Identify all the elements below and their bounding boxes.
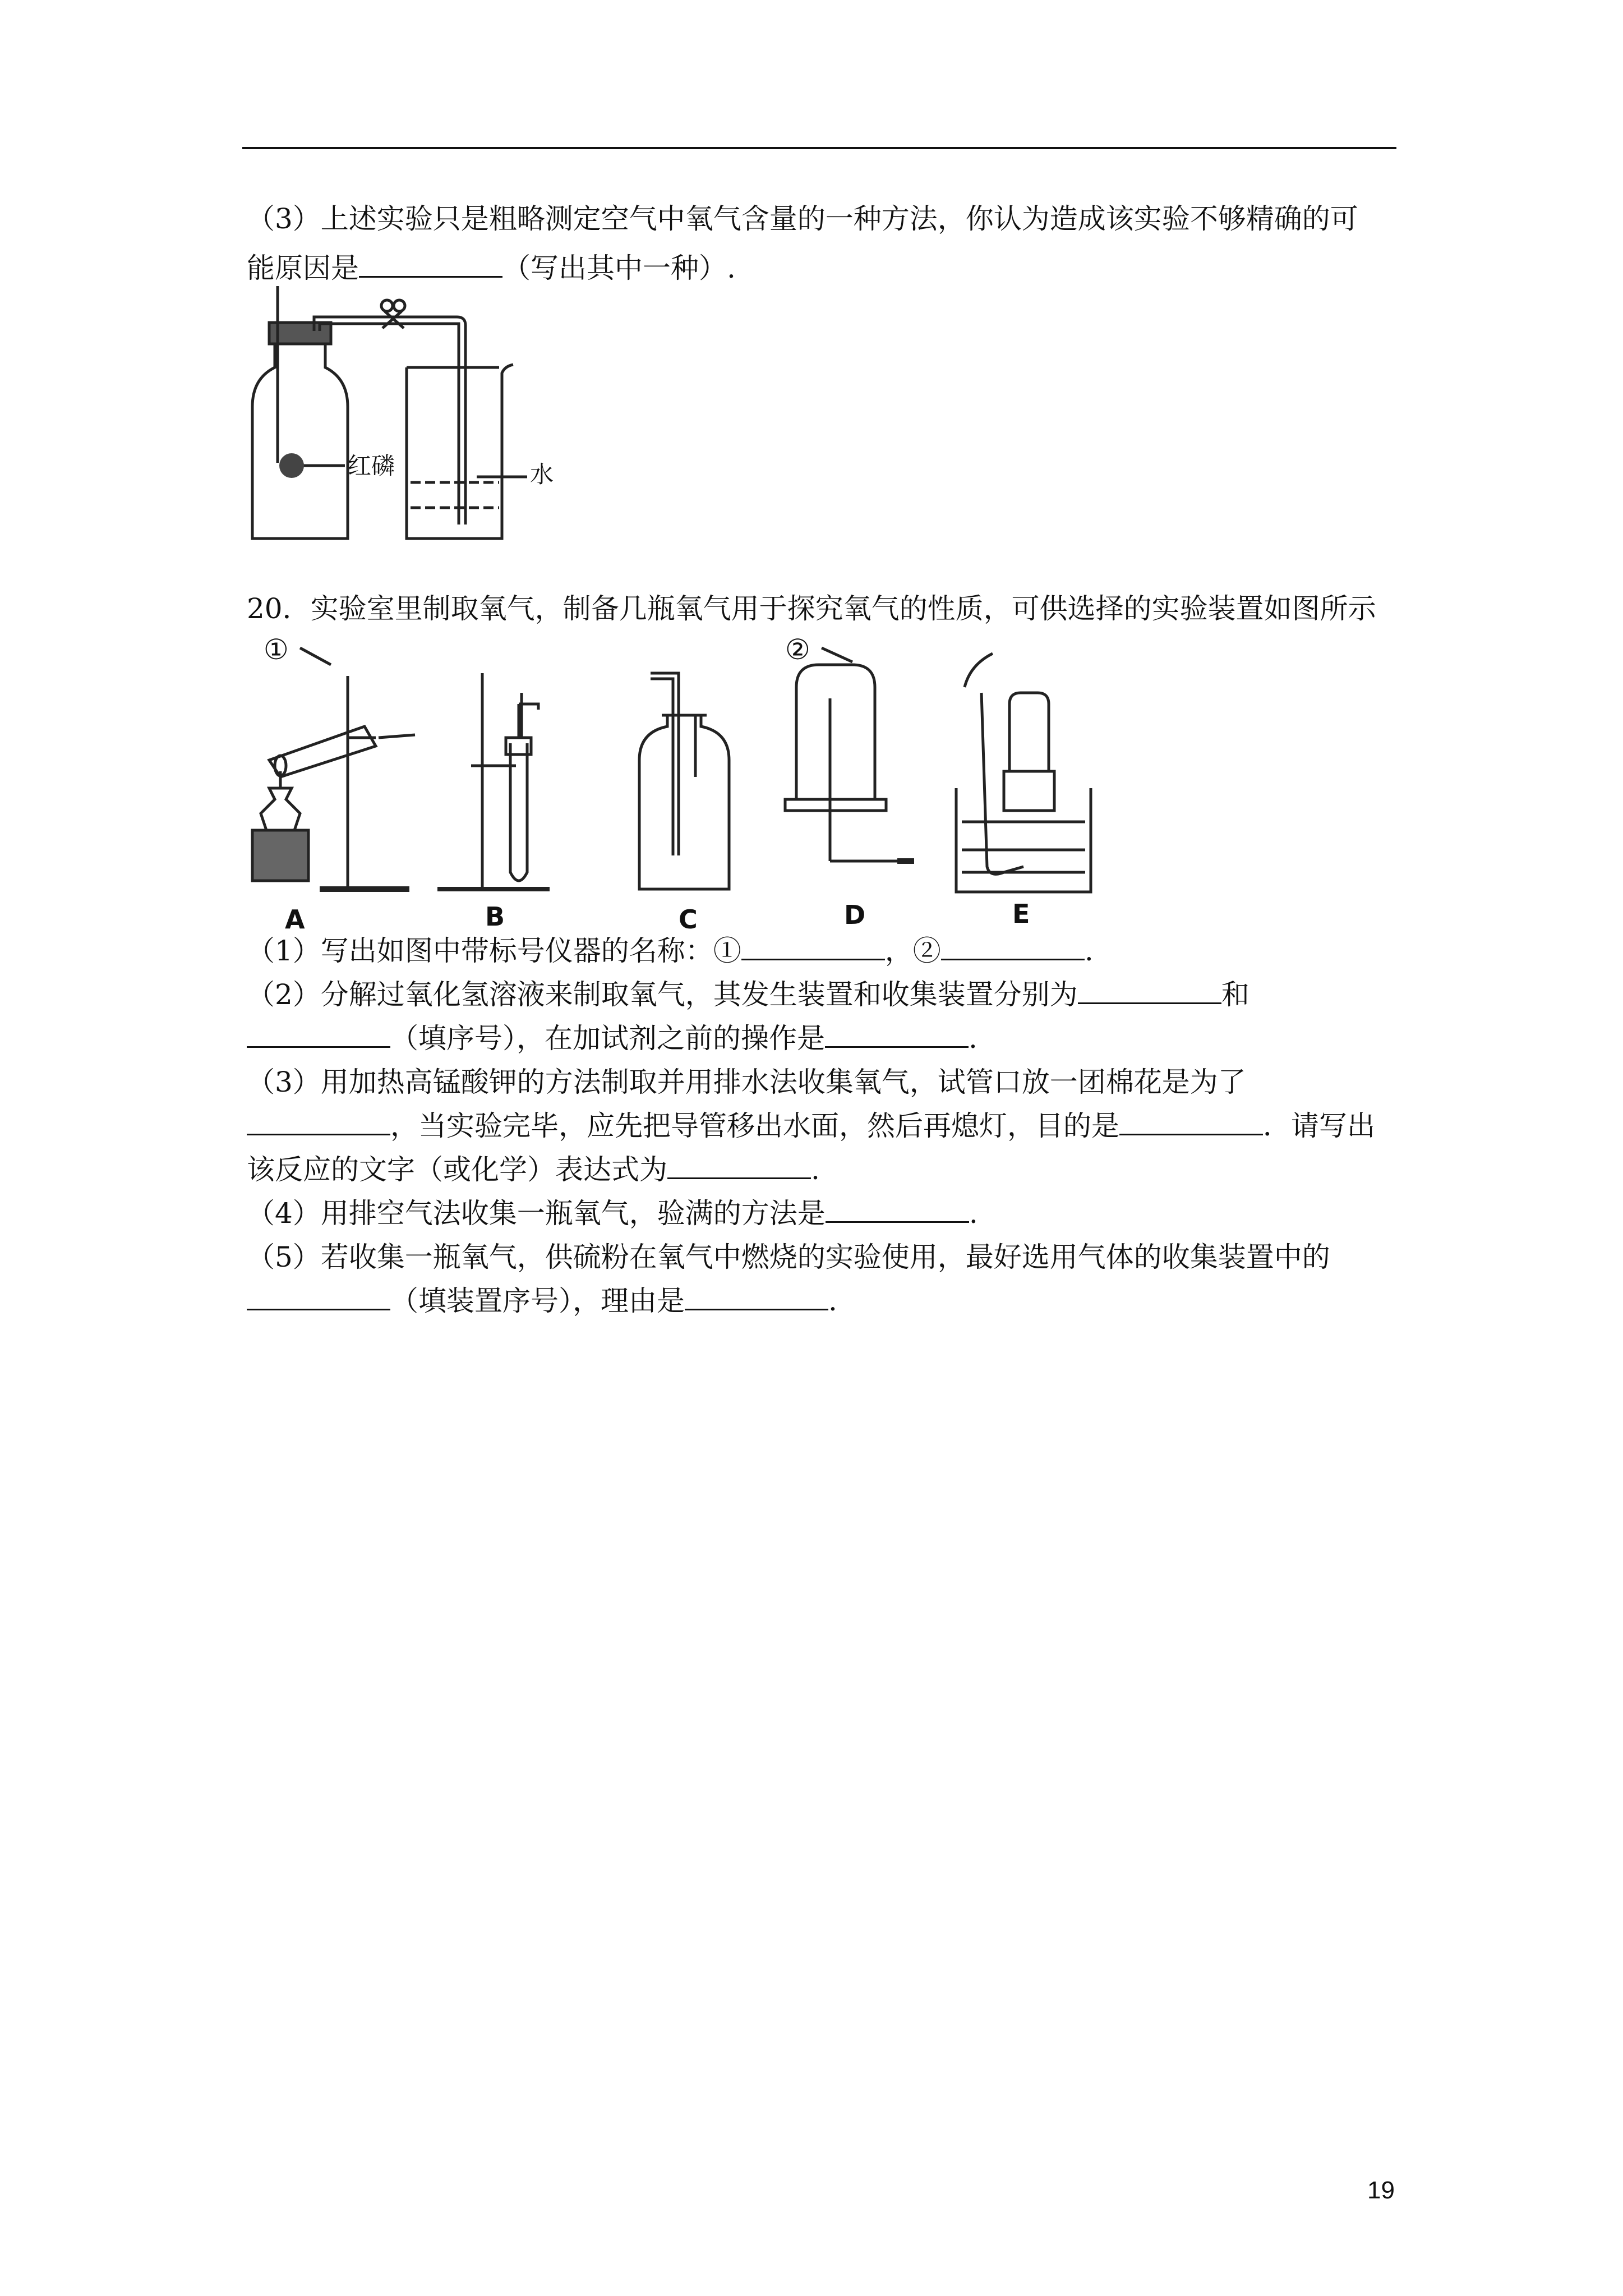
answer-blank[interactable] bbox=[247, 1282, 390, 1310]
answer-blank[interactable] bbox=[359, 249, 502, 278]
label-E: E bbox=[1012, 899, 1030, 929]
label-D: D bbox=[844, 900, 866, 930]
oxygen-apparatus-figure bbox=[236, 631, 1245, 934]
label-A: A bbox=[285, 904, 305, 934]
answer-blank[interactable] bbox=[941, 932, 1085, 960]
answer-blank[interactable] bbox=[825, 1019, 969, 1048]
q20-part1: （1）写出如图中带标号仪器的名称：① ，② . bbox=[247, 928, 1396, 973]
label-B: B bbox=[485, 901, 505, 932]
q19-part3-line2: 能原因是 （写出其中一种）. bbox=[247, 246, 1396, 291]
label-C: C bbox=[679, 904, 698, 934]
answer-blank[interactable] bbox=[667, 1151, 811, 1179]
answer-blank[interactable] bbox=[1119, 1107, 1263, 1135]
q20-part2-line2: （填序号），在加试剂之前的操作是 . bbox=[247, 1016, 1396, 1061]
page-number: 19 bbox=[1367, 2177, 1395, 2204]
q20-part3-line3: 该反应的文字（或化学）表达式为 . bbox=[247, 1147, 1396, 1192]
answer-blank[interactable] bbox=[826, 1194, 969, 1223]
q20-part2-line1: （2）分解过氧化氢溶液来制取氧气，其发生装置和收集装置分别为 和 bbox=[247, 972, 1396, 1017]
header-rule bbox=[242, 147, 1396, 149]
answer-blank[interactable] bbox=[247, 1107, 390, 1135]
q20-stem: 20．实验室里制取氧气，制备几瓶氧气用于探究氧气的性质，可供选择的实验装置如图所示 bbox=[247, 592, 1376, 625]
label-water: 水 bbox=[530, 461, 554, 488]
answer-blank[interactable] bbox=[1078, 976, 1221, 1004]
answer-blank[interactable] bbox=[685, 1282, 828, 1310]
answer-blank[interactable] bbox=[741, 932, 885, 960]
q20-part3-line2: ，当实验完毕，应先把导管移出水面，然后再熄灯，目的是 ．请写出 bbox=[247, 1103, 1396, 1148]
q20-part5-line1: （5）若收集一瓶氧气，供硫粉在氧气中燃烧的实验使用，最好选用气体的收集装置中的 bbox=[247, 1241, 1330, 1273]
marker-2: ② bbox=[785, 633, 810, 666]
q20-part5-line2: （填装置序号），理由是 . bbox=[247, 1278, 1396, 1323]
label-red-phosphorus: 红磷 bbox=[348, 452, 395, 480]
answer-blank[interactable] bbox=[247, 1019, 390, 1048]
q19-part3-line1 bbox=[247, 196, 1396, 241]
q19-part3-text1: （3）上述实验只是粗略测定空气中氧气含量的一种方法，你认为造成该实验不够精确的可 bbox=[247, 203, 1358, 235]
red-phosphorus-apparatus-figure bbox=[236, 283, 583, 547]
q20-part3-line1: （3）用加热高锰酸钾的方法制取并用排水法收集氧气，试管口放一团棉花是为了 bbox=[247, 1066, 1246, 1098]
q20-part4: （4）用排空气法收集一瓶氧气，验满的方法是 . bbox=[247, 1191, 1396, 1236]
marker-1: ① bbox=[264, 633, 289, 666]
